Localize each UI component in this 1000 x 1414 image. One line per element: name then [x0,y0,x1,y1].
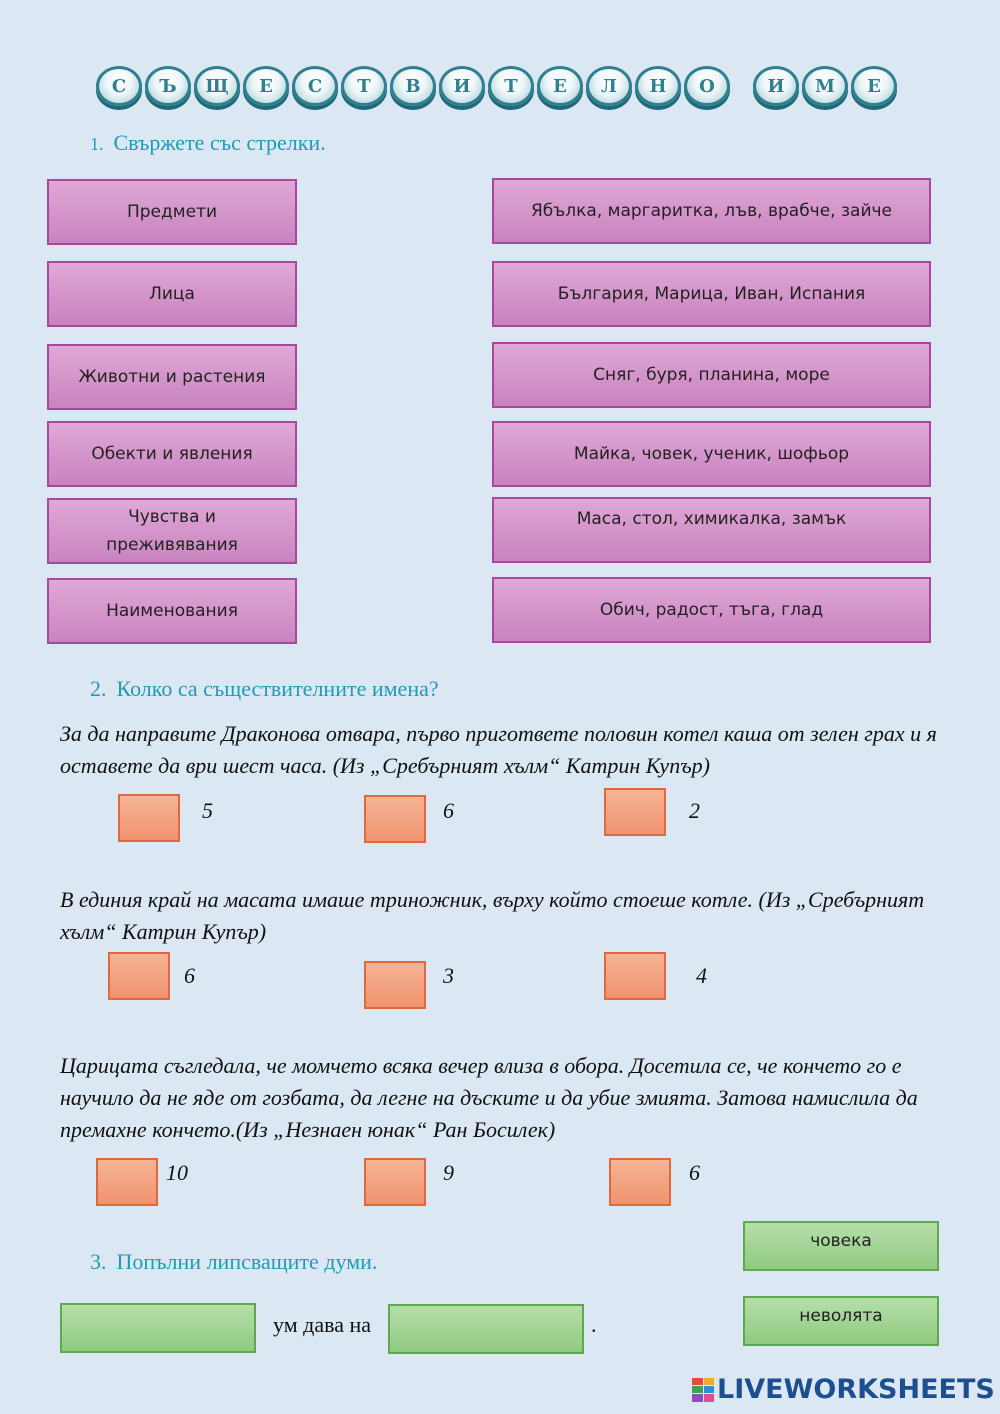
answer-box[interactable] [108,952,170,1000]
title-letter: Е [537,66,583,106]
section-2-number: 2. [90,676,107,701]
sentence-middle-text: ум дава на [273,1312,371,1337]
answer-box[interactable] [364,1158,426,1206]
title-letter: М [802,66,848,106]
section-2-title: Колко са съществителните имена? [116,676,439,701]
liveworksheets-logo [692,1374,995,1405]
answer-option: 2 [689,798,700,823]
title-letter: С [96,66,142,106]
answer-option: 3 [443,963,454,988]
section-3-heading [90,1249,377,1275]
section-1-title: Свържете със стрелки. [113,130,326,155]
answer-option: 5 [202,798,213,823]
logo-grid-icon [692,1378,714,1402]
word-bank-chip[interactable]: човека [743,1221,939,1271]
answer-option: 10 [166,1160,188,1185]
answer-box[interactable] [364,795,426,843]
match-right-item[interactable]: Ябълка, маргаритка, лъв, врабче, зайче [492,178,931,244]
drop-target-2[interactable] [388,1304,584,1354]
question-1-text: За да направите Драконова отвара, първо пригответе половин котел каша от зелен грах и я оставете да ври шест часа. (Из „Сребърният хълм“ Катрин Купър) [60,721,937,778]
section-1-heading [90,130,326,156]
answer-option: 6 [184,963,195,988]
title-word-1 [96,66,733,106]
answer-box[interactable] [96,1158,158,1206]
title-letter: Л [586,66,632,106]
question-3-text: Царицата съгледала, че момчето всяка вечер влиза в обора. Досетила се, че кончето го е научило да не яде от гозбата, да легне на дъските и да убие змията. Затова намислила да премахне кончето.(Из „Незнаен юнак“ Ран Босилек) [60,1053,918,1142]
drop-target-1[interactable] [60,1303,256,1353]
title-letter: Е [851,66,897,106]
match-right-item[interactable]: Сняг, буря, планина, море [492,342,931,408]
title-letter: В [390,66,436,106]
match-right-item[interactable]: Обич, радост, тъга, глад [492,577,931,643]
title-letter: С [292,66,338,106]
answer-box[interactable] [118,794,180,842]
match-right-item[interactable]: България, Марица, Иван, Испания [492,261,931,327]
answer-box[interactable] [604,788,666,836]
match-right-item[interactable]: Маса, стол, химикалка, замък [492,497,931,563]
match-left-item[interactable]: Лица [47,261,297,327]
answer-option: 4 [696,963,707,988]
question-2-text: В единия край на масата имаше триножник, върху който стоеше котле. (Из „Сребърният хълм“ Катрин Купър) [60,887,925,944]
answer-option: 9 [443,1160,454,1185]
title-letter: И [439,66,485,106]
answer-box[interactable] [364,961,426,1009]
match-right-item[interactable]: Майка, човек, ученик, шофьор [492,421,931,487]
section-2-heading [90,676,439,702]
title-letter: Е [243,66,289,106]
title-word-2 [753,66,900,106]
title-letter: Н [635,66,681,106]
answer-box[interactable] [604,952,666,1000]
match-left-item[interactable]: Предмети [47,179,297,245]
page-title [96,63,906,109]
match-left-item[interactable]: Животни и растения [47,344,297,410]
title-letter: О [684,66,730,106]
title-letter: Т [488,66,534,106]
title-letter: Т [341,66,387,106]
section-1-number: 1. [90,134,104,154]
word-bank-chip[interactable]: неволята [743,1296,939,1346]
section-3-number: 3. [90,1249,107,1274]
match-left-item[interactable]: Чувства и преживявания [47,498,297,564]
answer-option: 6 [689,1160,700,1185]
logo-text: LIVEWORKSHEETS [717,1374,995,1405]
sentence-end-text: . [591,1312,597,1337]
section-3-title: Попълни липсващите думи. [116,1249,378,1274]
title-letter: Ъ [145,66,191,106]
match-left-item[interactable]: Обекти и явления [47,421,297,487]
match-left-item[interactable]: Наименования [47,578,297,644]
answer-box[interactable] [609,1158,671,1206]
title-letter: И [753,66,799,106]
title-letter: Щ [194,66,240,106]
answer-option: 6 [443,798,454,823]
